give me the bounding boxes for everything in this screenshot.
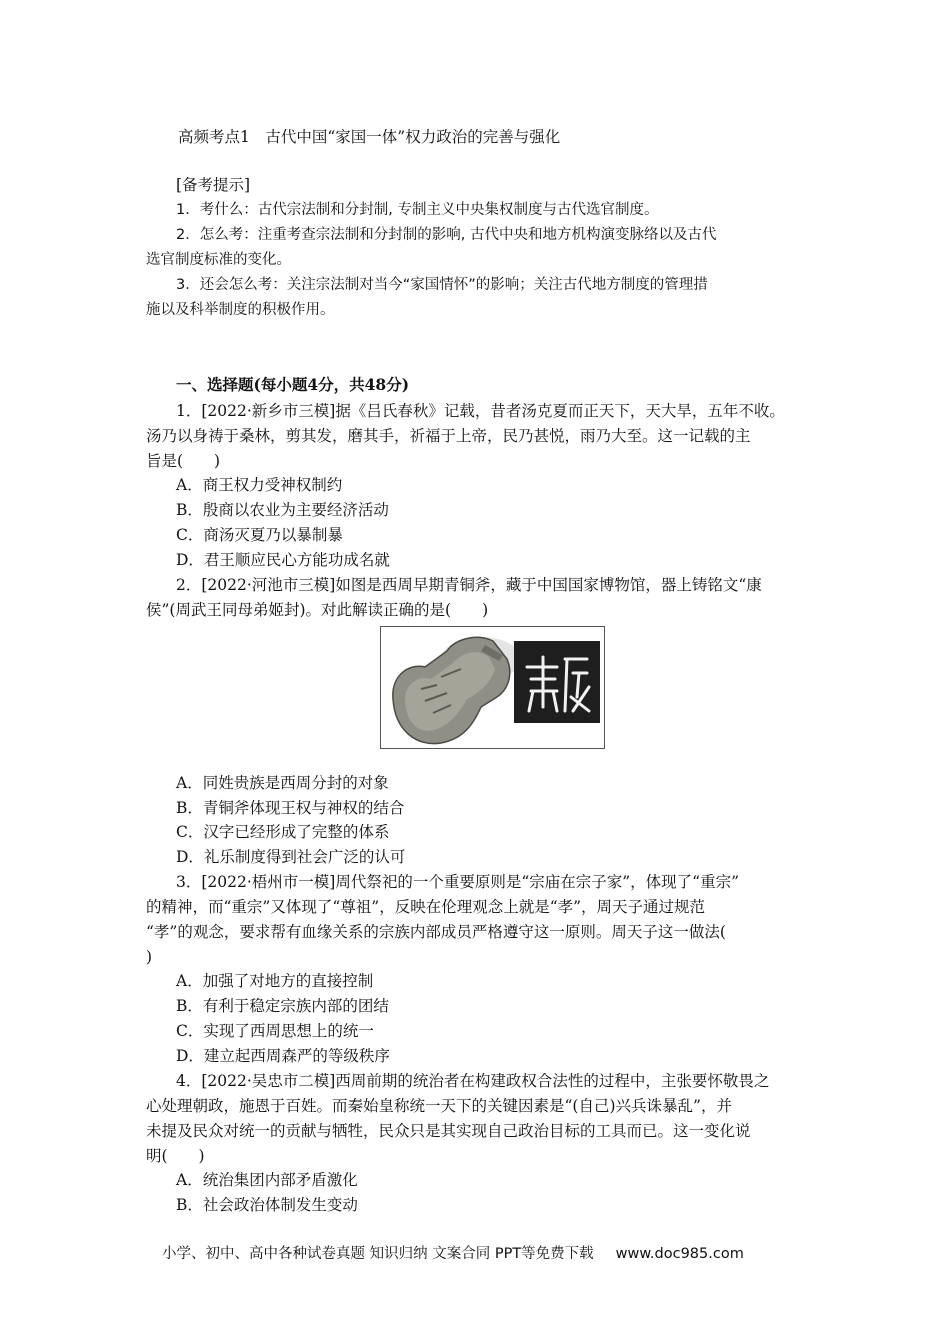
question-2-text: 2．[2022·河池市三模]如图是西周早期青铜斧，藏于中国国家博物馆，器上铸铭文“康 <box>176 576 762 594</box>
question-2-text: 侯”(周武王同母弟姬封)。对此解读正确的是( ) <box>146 601 489 619</box>
question-3-text: 3．[2022·梧州市一模]周代祭祀的一个重要原则是“宗庙在宗子家”，体现了“重宗” <box>176 873 740 891</box>
question-1-option-c: C．商汤灭夏乃以暴制暴 <box>176 526 343 544</box>
question-1-text: 旨是( ) <box>146 452 221 470</box>
question-3-option-a: A．加强了对地方的直接控制 <box>176 972 374 990</box>
prep-heading: [备考提示] <box>176 176 251 194</box>
question-3-option-c: C．实现了西周思想上的统一 <box>176 1022 374 1040</box>
prep-line: 施以及科举制度的积极作用。 <box>146 302 335 318</box>
section-heading: 一、选择题(每小题4分，共48分) <box>176 375 410 394</box>
question-1-text: 1．[2022·新乡市三模]据《吕氏春秋》记载，昔者汤克夏而正天下，天大旱，五年不收。 <box>176 402 785 420</box>
question-3-text: ) <box>146 948 153 966</box>
footer-text: 小学、初中、高中各种试卷真题 知识归纳 文案合同 PPT等免费下载 <box>162 1246 594 1262</box>
footer-url[interactable]: www.doc985.com <box>615 1246 744 1262</box>
page-title: 高频考点1 古代中国“家国一体”权力政治的完善与强化 <box>178 128 561 146</box>
prep-line: 1．考什么：古代宗法制和分封制, 专制主义中央集权制度与古代选官制度。 <box>176 202 659 218</box>
bronze-axe-figure <box>380 626 605 749</box>
prep-line: 2．怎么考：注重考查宗法制和分封制的影响, 古代中央和地方机构演变脉络以及古代 <box>176 227 717 243</box>
page-footer <box>162 1242 744 1263</box>
question-2-option-c: C．汉字已经形成了完整的体系 <box>176 823 390 841</box>
question-1-option-a: A．商王权力受神权制约 <box>176 476 343 494</box>
question-4-text: 明( ) <box>146 1147 205 1165</box>
question-4-option-b: B．社会政治体制发生变动 <box>176 1196 358 1214</box>
prep-line: 3．还会怎么考：关注宗法制对当今“家国情怀”的影响；关注古代地方制度的管理措 <box>176 277 708 293</box>
question-1-option-b: B．殷商以农业为主要经济活动 <box>176 501 389 519</box>
question-3-text: “孝”的观念，要求帮有血缘关系的宗族内部成员严格遵守这一原则。周天子这一做法( <box>146 923 726 941</box>
question-4-option-a: A．统治集团内部矛盾激化 <box>176 1171 358 1189</box>
question-3-text: 的精神，而“重宗”又体现了“尊祖”，反映在伦理观念上就是“孝”，周天子通过规范 <box>146 898 706 916</box>
question-4-text: 未提及民众对统一的贡献与牺牲，民众只是其实现自己政治目标的工具而已。这一变化说 <box>146 1122 751 1140</box>
question-2-option-d: D．礼乐制度得到社会广泛的认可 <box>176 848 406 866</box>
question-3-option-b: B．有利于稳定宗族内部的团结 <box>176 997 389 1015</box>
prep-line: 选官制度标准的变化。 <box>146 252 291 268</box>
question-1-option-d: D．君王顺应民心方能功成名就 <box>176 551 390 569</box>
question-2-option-b: B．青铜斧体现王权与神权的结合 <box>176 799 405 817</box>
question-4-text: 心处理朝政，施恩于百姓。而秦始皇称统一天下的关键因素是“(自己)兴兵诛暴乱”，并 <box>146 1097 732 1115</box>
question-4-text: 4．[2022·吴忠市二模]西周前期的统治者在构建政权合法性的过程中，主张要怀敬畏之 <box>176 1072 770 1090</box>
bronze-axe-image <box>381 627 604 748</box>
question-1-text: 汤乃以身祷于桑林，剪其发，磨其手，祈福于上帝，民乃甚悦，雨乃大至。这一记载的主 <box>146 427 751 445</box>
question-3-option-d: D．建立起西周森严的等级秩序 <box>176 1047 390 1065</box>
question-2-option-a: A．同姓贵族是西周分封的对象 <box>176 774 389 792</box>
